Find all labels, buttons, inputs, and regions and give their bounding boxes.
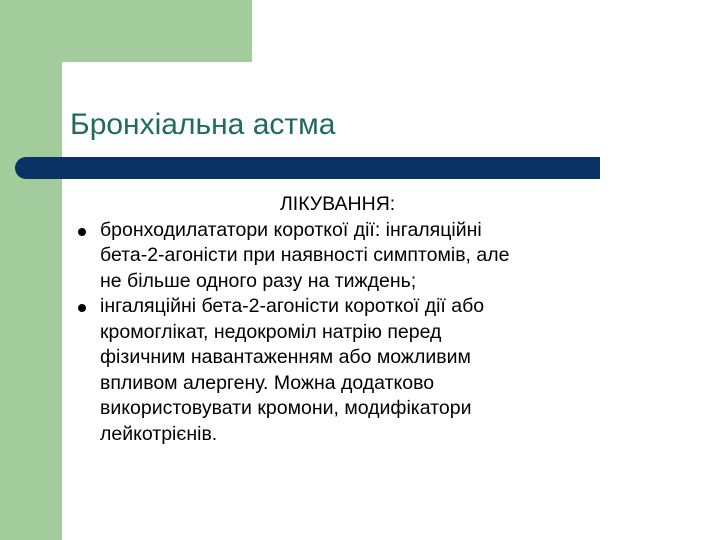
bullet-dot-icon bbox=[78, 228, 86, 236]
bullet-item bbox=[70, 218, 670, 295]
decor-green-left-bar bbox=[0, 0, 62, 540]
bullet-line: впливом алергену. Можна додатково bbox=[100, 371, 435, 394]
bullet-line: бета-2-агоністи при наявності симптомів, але bbox=[100, 244, 510, 266]
bullet-line: інгаляційні бета-2-агоністи короткої дії або bbox=[100, 295, 485, 317]
bullet-line: лейкотрієнів. bbox=[100, 422, 218, 445]
bullet-line: бронходилататори короткої дії: інгаляційні bbox=[100, 218, 482, 241]
bullet-line: кромоглікат, недокроміл натрію перед bbox=[100, 320, 442, 343]
bullet-line: не більше одного разу на тиждень; bbox=[100, 269, 417, 292]
bullet-line: фізичним навантаженням або можливим bbox=[100, 346, 471, 368]
title-underline-bar bbox=[15, 157, 600, 179]
bullet-dot-icon bbox=[78, 304, 86, 312]
section-heading: ЛІКУВАННЯ: bbox=[280, 193, 396, 215]
bullet-line: використовувати кромони, модифікатори bbox=[100, 397, 472, 419]
slide-title: Бронхіальна астма bbox=[70, 108, 336, 141]
bullet-item bbox=[70, 294, 670, 447]
slide-body bbox=[70, 192, 670, 447]
